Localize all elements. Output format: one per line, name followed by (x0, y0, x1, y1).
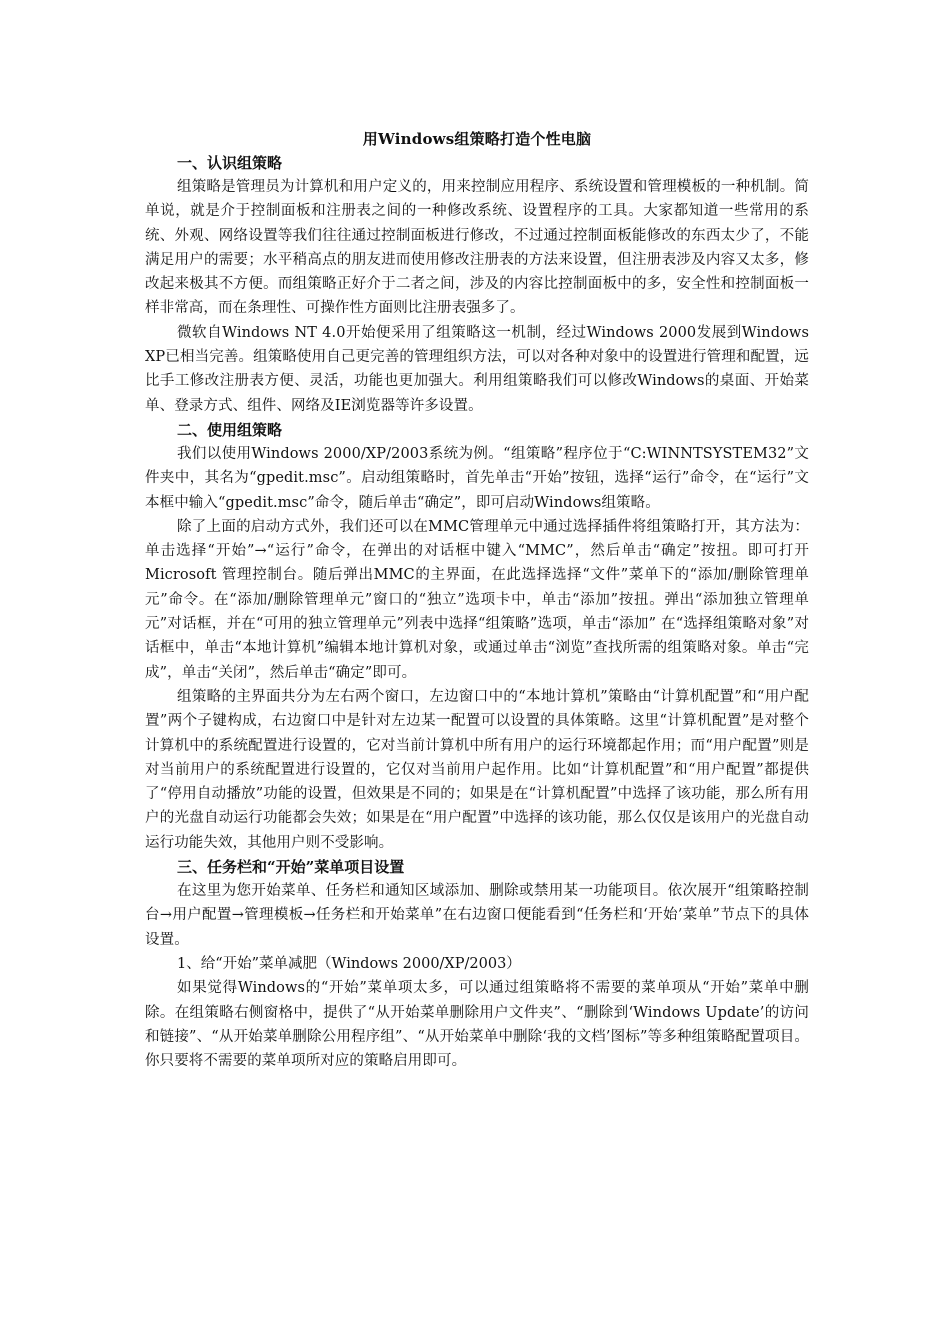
section-heading-2: 二、使用组策略 (177, 420, 283, 439)
paragraph: 如果觉得Windows的“开始”菜单项太多，可以通过组策略将不需要的菜单项从“开始”菜单中删除。在组策略右侧窗格中，提供了“从开始菜单删除用户文件夹”、“删除到‘Windows Update’的访问和链接”、“从开始菜单删除公用程序组”、“从开始菜单中删除‘我的文档’图标”等多种组策略配置项目。你只要将不需要的菜单项所对应的策略启用即可。 (145, 980, 809, 1070)
paragraph: 微软自Windows NT 4.0开始便采用了组策略这一机制，经过Windows 2000发展到Windows XP已相当完善。组策略使用自己更完善的管理组织方法，可以对各种对象中的设置进行管理和配置，远比手工修改注册表方便、灵活，功能也更加强大。利用组策略我们可以修改Windows的桌面、开始菜单、登录方式、组件、网络及IE浏览器等许多设置。 (145, 324, 809, 414)
section-heading-3: 三、任务栏和“开始”菜单项目设置 (177, 858, 405, 877)
paragraph: 组策略是管理员为计算机和用户定义的，用来控制应用程序、系统设置和管理模板的一种机制。简单说，就是介于控制面板和注册表之间的一种修改系统、设置程序的工具。大家都知道一些常用的系统、外观、网络设置等我们往往通过控制面板进行修改，不过通过控制面板能修改的东西太少了，不能满足用户的需要；水平稍高点的朋友进而使用修改注册表的方法来设置，但注册表涉及内容又太多，修改起来极其不方便。而组策略正好介于二者之间，涉及的内容比控制面板中的多，安全性和控制面板一样非常高，而在条理性、可操作性方面则比注册表强多了。 (145, 179, 809, 317)
document-title: 用Windows组策略打造个性电脑 (362, 130, 592, 148)
subsection-heading: 1、给“开始”菜单减肥（Windows 2000/XP/2003） (177, 955, 521, 972)
document-page (145, 127, 809, 1073)
paragraph: 除了上面的启动方式外，我们还可以在MMC管理单元中通过选择插件将组策略打开，其方法为：单击选择“开始”→“运行”命令，在弹出的对话框中键入“MMC”，然后单击“确定”按扭。即可打开 Microsoft 管理控制台。随后弹出MMC的主界面，在此选择选择“文件”菜单下的“添加/删除管理单元”命令。在“添加/删除管理单元”窗口的“独立”选项卡中，单击“添加”按扭。弹出“添加独立管理单元”对话框，并在“可用的独立管理单元”列表中选择“组策略”选项，单击“添加” 在“选择组策略对象”对话框中，单击“本地计算机”编辑本地计算机对象，或通过单击“浏览”查找所需的组策略对象。单击“完成”，单击“关闭”，然后单击“确定”即可。 (145, 518, 809, 681)
paragraph: 在这里为您开始菜单、任务栏和通知区域添加、删除或禁用某一功能项目。依次展开“组策略控制台→用户配置→管理模板→任务栏和开始菜单”在右边窗口便能看到“任务栏和‘开始’菜单”节点下的具体设置。 (145, 883, 809, 948)
paragraph: 我们以使用Windows 2000/XP/2003系统为例。“组策略”程序位于“C:WINNTSYSTEM32”文件夹中，其名为“gpedit.msc”。启动组策略时，首先单击“开始”按钮，选择“运行”命令，在“运行”文本框中输入“gpedit.msc”命令，随后单击“确定”，即可启动Windows组策略。 (145, 445, 809, 511)
paragraph: 组策略的主界面共分为左右两个窗口，左边窗口中的“本地计算机”策略由“计算机配置”和“用户配置”两个子键构成，右边窗口中是针对左边某一配置可以设置的具体策略。这里“计算机配置”是对整个计算机中的系统配置进行设置的，它对当前计算机中所有用户的运行环境都起作用；而“用户配置”则是对当前用户的系统配置进行设置的，它仅对当前用户起作用。比如“计算机配置”和“用户配置”都提供了“停用自动播放”功能的设置，但效果是不同的；如果是在“计算机配置”中选择了该功能，那么所有用户的光盘自动运行功能都会失效；如果是在“用户配置”中选择的该功能，那么仅仅是该用户的光盘自动运行功能失效，其他用户则不受影响。 (145, 688, 809, 851)
section-heading-1: 一、认识组策略 (177, 154, 283, 172)
